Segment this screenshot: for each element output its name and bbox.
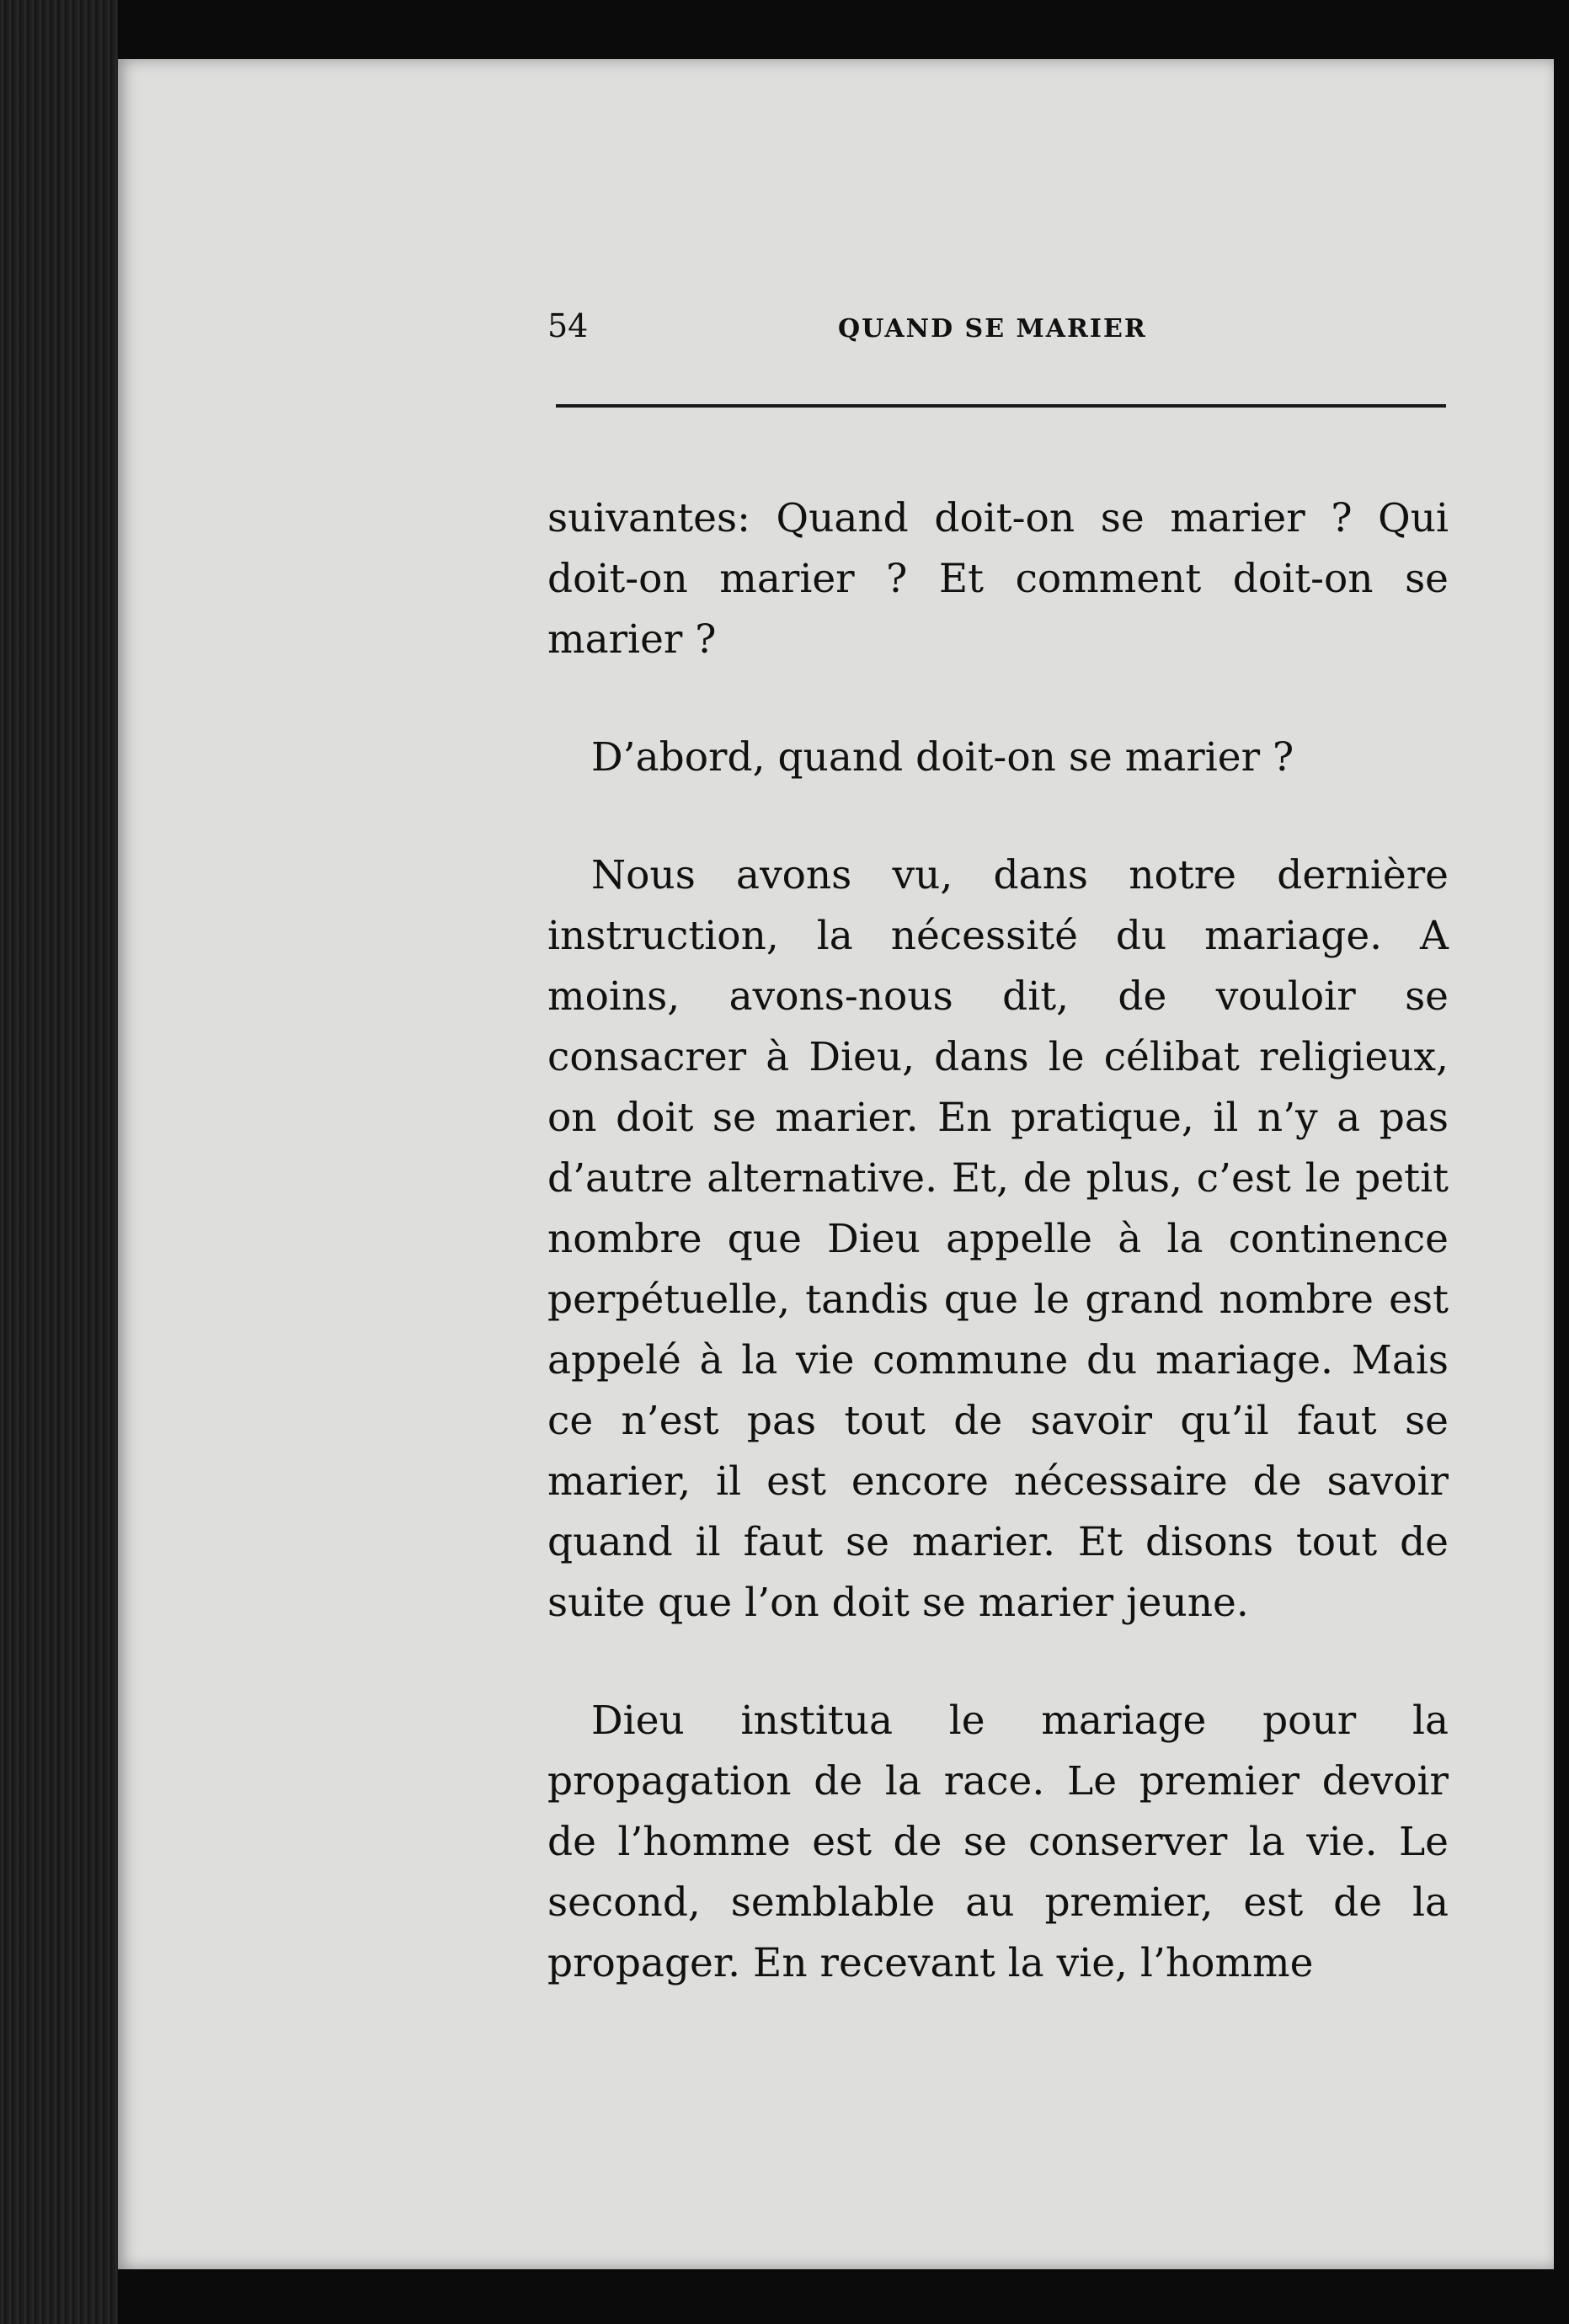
page-header [547,307,1444,358]
scan-border-bottom [118,2269,1569,2324]
paragraph: Nous avons vu, dans notre dernière instruction, la nécessité du mariage. A moins, avons-nous dit, de vouloir se consacrer à Dieu, dans le célibat religieux, on doit se marier. En pratique, il n’y a pas d’autre alternative. Et, de plus, c’est le petit nombre que Dieu appelle à la continence perpétuelle, tandis que le grand nombre est appelé à la vie commune du mariage. Mais ce n’est pas tout de savoir qu’il faut se marier, il est encore nécessaire de savoir quand il faut se marier. Et disons tout de suite que l’on doit se marier jeune. [547,852,1449,1626]
scan-border-top [118,0,1569,59]
running-head: QUAND SE MARIER [838,314,1147,344]
page-number: 54 [547,307,589,344]
scan-border-right [1554,0,1569,2324]
paragraph: suivantes: Quand doit-on se marier ? Qui doit-on marier ? Et comment doit-on se marier ? [547,495,1449,663]
book-binding [0,0,126,2324]
paragraph: D’abord, quand doit-on se marier ? [591,734,1294,781]
body-text [547,488,1449,2051]
header-rule [556,404,1446,408]
paragraph: Dieu institua le mariage pour la propagation de la race. Le premier devoir de l’homme est de se conserver la vie. Le second, semblable au premier, est de la propager. En recevant la vie, l’homme [547,1698,1449,1986]
